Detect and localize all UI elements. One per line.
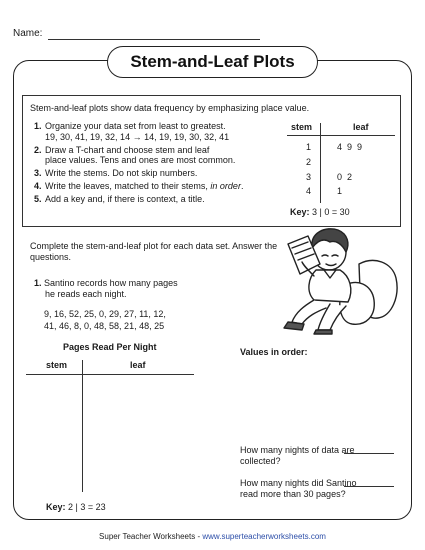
footer: Super Teacher Worksheets - www.superteacherworksheets.com xyxy=(99,532,326,541)
example-leaf-1: 4 9 9 xyxy=(337,142,363,152)
steps-list xyxy=(34,121,274,207)
example-t-chart-vertical xyxy=(320,123,321,203)
example-stem-4: 4 xyxy=(306,186,312,196)
example-stem-2: 2 xyxy=(306,157,312,167)
answer-line-b[interactable] xyxy=(344,486,394,487)
example-stem-1: 1 xyxy=(306,142,312,152)
plot-title: Pages Read Per Night xyxy=(63,342,157,352)
example-leaf-4: 1 xyxy=(337,186,343,196)
step-2: 2. Draw a T-chart and choose stem and leaf place values. Tens and ones are most common. xyxy=(34,144,236,165)
question-a: How many nights of data are collected? xyxy=(240,445,355,466)
plot-t-chart-horizontal xyxy=(26,374,194,375)
question-b: How many nights did Santino read more than 30 pages? xyxy=(240,478,357,499)
answer-line-a[interactable] xyxy=(344,453,394,454)
example-leaf-3: 0 2 xyxy=(337,172,353,182)
plot-leaf-header: leaf xyxy=(130,360,146,370)
footer-link[interactable]: www.superteacherworksheets.com xyxy=(202,532,326,541)
intro-text: Stem-and-leaf plots show data frequency by emphasizing place value. xyxy=(30,103,310,113)
plot-t-chart-vertical[interactable] xyxy=(82,360,83,492)
plot-key: Key: 2 | 3 = 23 xyxy=(46,502,106,512)
name-input-line[interactable] xyxy=(48,39,260,40)
boy-reading-illustration xyxy=(274,226,404,336)
step-5: 5. Add a key and, if there is context, a title. xyxy=(34,194,205,204)
step-4: 4. Write the leaves, matched to their stems, in order. xyxy=(34,181,244,191)
example-t-chart-horizontal xyxy=(287,135,395,136)
example-stem-3: 3 xyxy=(306,172,312,182)
step-3: 3. Write the stems. Do not skip numbers. xyxy=(34,168,198,178)
plot-stem-header: stem xyxy=(46,360,68,370)
example-leaf-header: leaf xyxy=(353,122,369,132)
example-key: Key: 3 | 0 = 30 xyxy=(290,207,350,217)
values-in-order-label: Values in order: xyxy=(240,347,308,357)
step-1: 1. Organize your data set from least to greatest. 19, 30, 41, 19, 32, 14 → 14, 19, 19, 30, 32, 41 xyxy=(34,121,230,142)
data-set: 9, 16, 52, 25, 0, 29, 27, 11, 12, 41, 46, 8, 0, 48, 58, 21, 48, 25 xyxy=(44,309,166,331)
example-stem-header: stem xyxy=(291,122,313,132)
page-title: Stem-and-Leaf Plots xyxy=(107,46,318,78)
name-label: Name: xyxy=(13,28,43,39)
section-instructions: Complete the stem-and-leaf plot for each data set. Answer the questions. xyxy=(30,241,278,262)
question-1: 1. Santino records how many pages he reads each night. xyxy=(34,278,178,299)
